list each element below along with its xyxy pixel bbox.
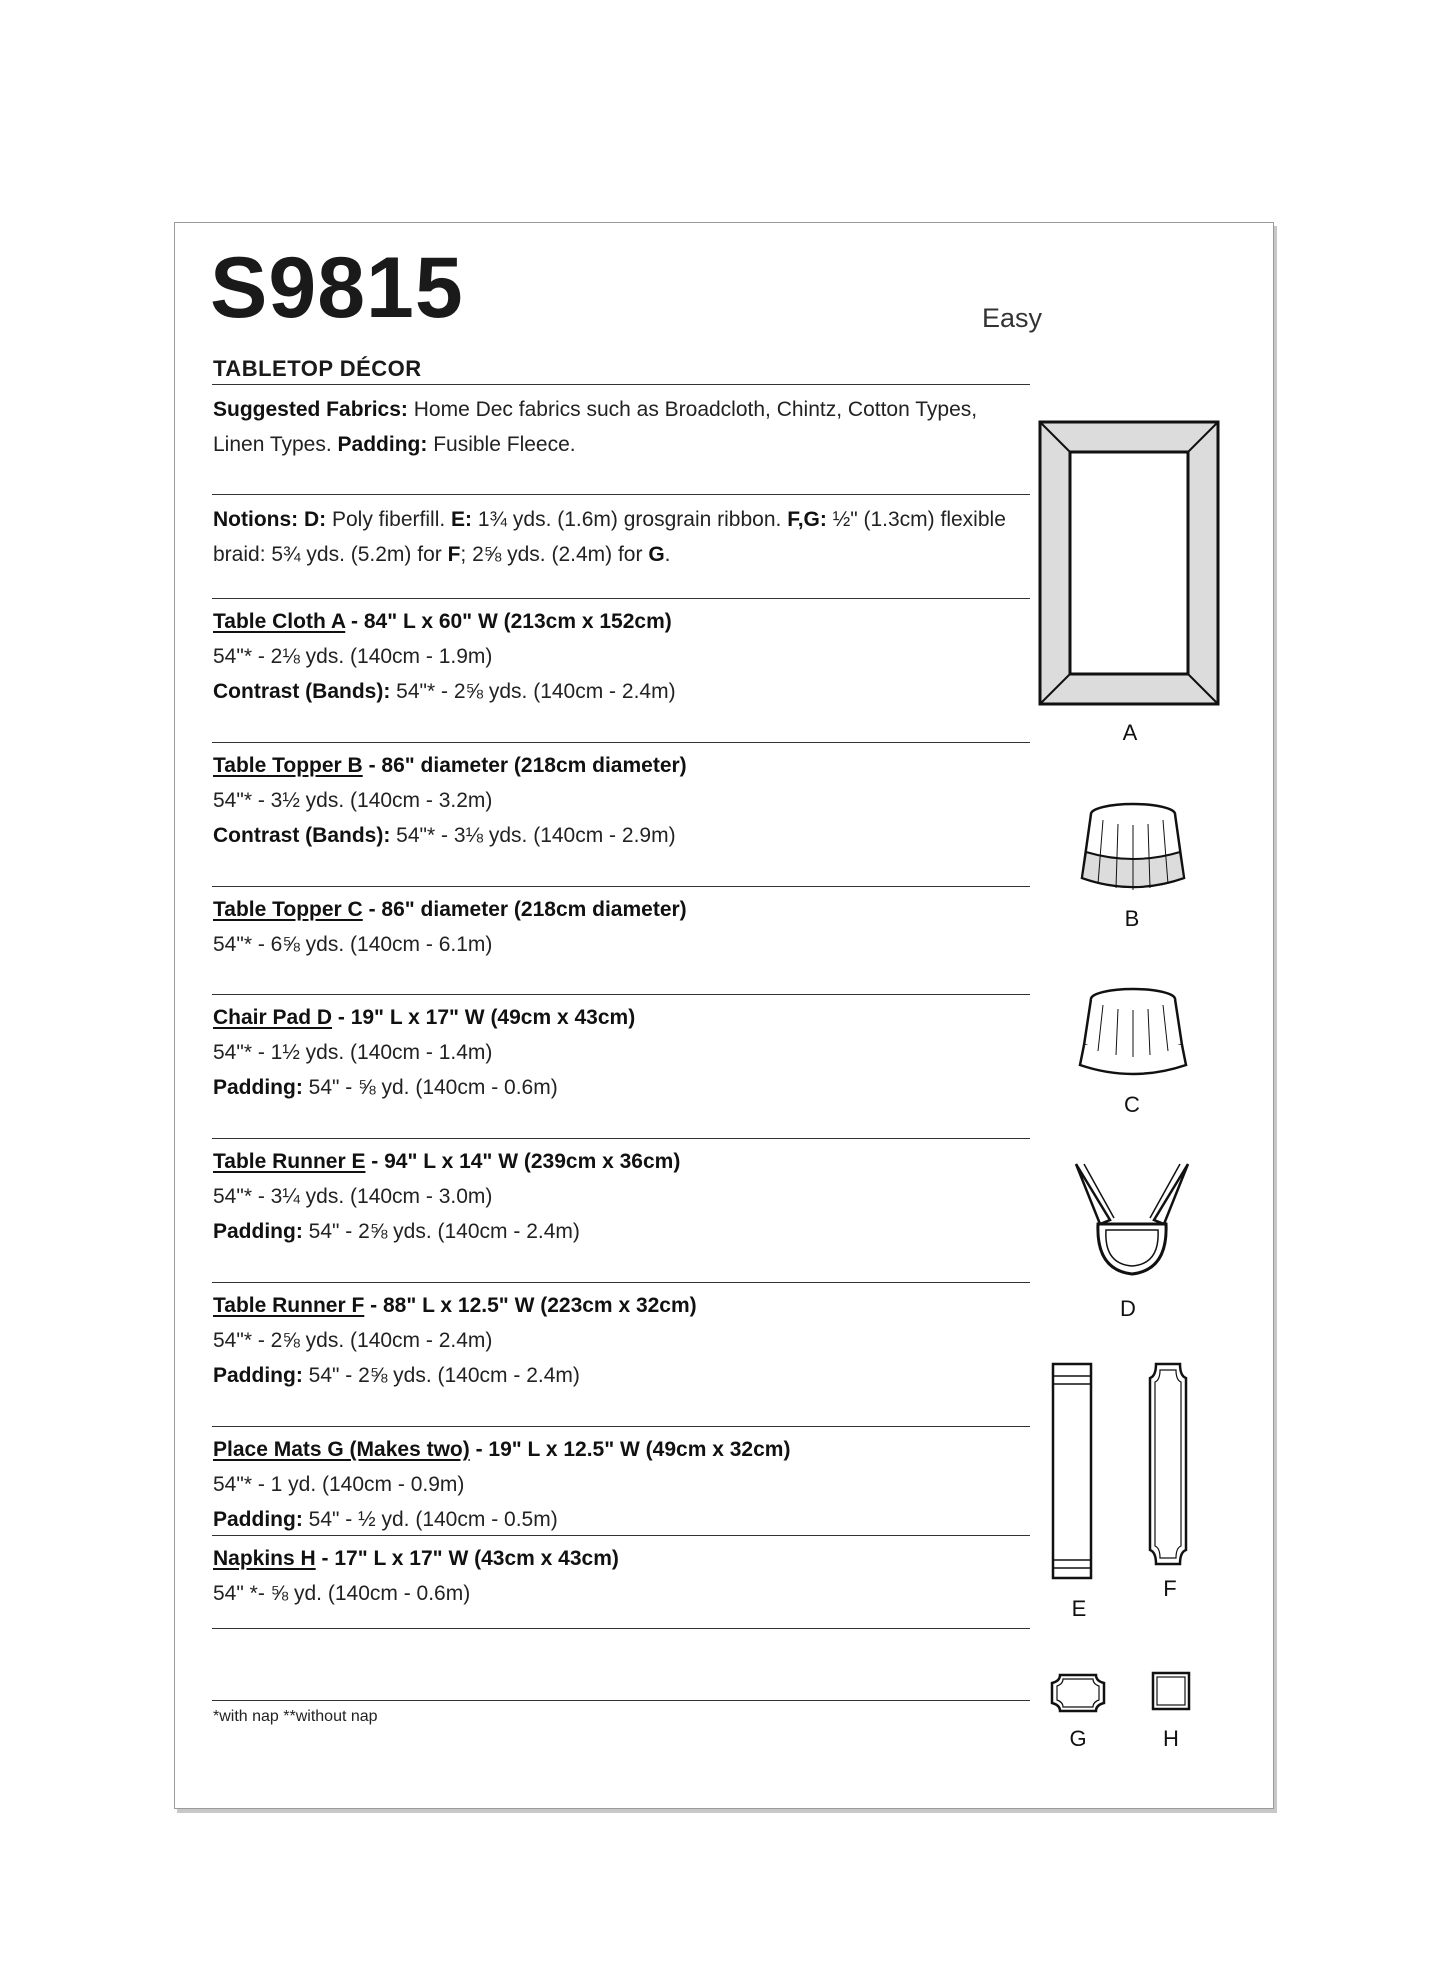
table-cloth-a-illustration bbox=[1038, 420, 1220, 706]
chair-pad-d-illustration bbox=[1070, 1160, 1194, 1285]
item-extra-yardage: Padding: 54" - 2⅝ yds. (140cm - 2.4m) bbox=[213, 1364, 580, 1387]
item-name: Table Topper C bbox=[213, 898, 363, 921]
item-dimensions: - 88" L x 12.5" W (223cm x 32cm) bbox=[364, 1294, 697, 1317]
notions: Notions: D: Poly fiberfill. E: 1¾ yds. (1.6m) grosgrain ribbon. F,G: ½" (1.3cm) flexible braid: 5¾ yds. (5.2m) for F; 2⅝ yds. (2.4m) for G. bbox=[213, 508, 1006, 566]
item-name: Table Runner E bbox=[213, 1150, 366, 1173]
item-extra-yardage: Padding: 54" - ⅝ yd. (140cm - 0.6m) bbox=[213, 1076, 558, 1099]
item-name: Table Cloth A bbox=[213, 610, 346, 633]
divider bbox=[212, 494, 1030, 495]
figure-label-d: D bbox=[1120, 1296, 1136, 1321]
yardage-item bbox=[213, 892, 1023, 962]
difficulty-level: Easy bbox=[982, 303, 1043, 333]
divider bbox=[212, 994, 1030, 995]
item-extra-yardage: Contrast (Bands): 54"* - 3⅛ yds. (140cm - 2.9m) bbox=[213, 824, 676, 847]
item-name: Table Topper B bbox=[213, 754, 363, 777]
divider bbox=[212, 598, 1030, 599]
figure-label-f: F bbox=[1163, 1576, 1177, 1601]
figure-label-g: G bbox=[1069, 1726, 1087, 1751]
item-yardage: 54"* - 1 yd. (140cm - 0.9m) bbox=[213, 1473, 465, 1496]
item-name: Napkins H bbox=[213, 1547, 316, 1570]
item-dimensions: - 86" diameter (218cm diameter) bbox=[362, 898, 687, 921]
yardage-item bbox=[213, 1144, 1023, 1249]
divider bbox=[212, 886, 1030, 887]
yardage-item bbox=[213, 748, 1023, 853]
yardage-item bbox=[213, 1288, 1023, 1393]
item-name: Table Runner F bbox=[213, 1294, 365, 1317]
pattern-title: TABLETOP DÉCOR bbox=[213, 356, 422, 381]
item-name: Chair Pad D bbox=[213, 1006, 333, 1029]
napkin-h-illustration bbox=[1150, 1670, 1192, 1712]
item-yardage: 54"* - 3½ yds. (140cm - 3.2m) bbox=[213, 789, 493, 812]
divider bbox=[212, 742, 1030, 743]
item-name: Place Mats G (Makes two) bbox=[213, 1438, 470, 1461]
item-dimensions: - 17" L x 17" W (43cm x 43cm) bbox=[315, 1547, 619, 1570]
figure-label-b: B bbox=[1124, 906, 1140, 931]
pattern-code: S9815 bbox=[210, 240, 464, 336]
divider bbox=[212, 1282, 1030, 1283]
place-mat-g-illustration bbox=[1048, 1672, 1108, 1714]
item-yardage: 54"* - 2⅝ yds. (140cm - 2.4m) bbox=[213, 1329, 493, 1352]
figure-label-e: E bbox=[1071, 1596, 1087, 1621]
item-extra-yardage: Padding: 54" - ½ yd. (140cm - 0.5m) bbox=[213, 1508, 558, 1531]
divider bbox=[212, 1535, 1030, 1536]
item-yardage: 54"* - 2⅛ yds. (140cm - 1.9m) bbox=[213, 645, 493, 668]
divider bbox=[212, 384, 1030, 385]
footnote: *with nap **without nap bbox=[213, 1708, 378, 1725]
figure-label-a: A bbox=[1122, 720, 1138, 745]
item-dimensions: - 84" L x 60" W (213cm x 152cm) bbox=[345, 610, 672, 633]
figure-label-c: C bbox=[1124, 1092, 1140, 1117]
item-dimensions: - 19" L x 12.5" W (49cm x 32cm) bbox=[469, 1438, 791, 1461]
item-extra-yardage: Padding: 54" - 2⅝ yds. (140cm - 2.4m) bbox=[213, 1220, 580, 1243]
item-dimensions: - 94" L x 14" W (239cm x 36cm) bbox=[365, 1150, 681, 1173]
item-yardage: 54"* - 6⅝ yds. (140cm - 6.1m) bbox=[213, 933, 493, 956]
divider bbox=[212, 1628, 1030, 1629]
yardage-item bbox=[213, 1432, 1023, 1537]
item-dimensions: - 86" diameter (218cm diameter) bbox=[362, 754, 687, 777]
divider bbox=[212, 1426, 1030, 1427]
divider bbox=[212, 1700, 1030, 1701]
item-dimensions: - 19" L x 17" W (49cm x 43cm) bbox=[332, 1006, 636, 1029]
table-runner-e-illustration bbox=[1047, 1360, 1097, 1582]
item-extra-yardage: Contrast (Bands): 54"* - 2⅝ yds. (140cm - 2.4m) bbox=[213, 680, 676, 703]
figure-label-h: H bbox=[1163, 1726, 1179, 1751]
item-yardage: 54"* - 1½ yds. (140cm - 1.4m) bbox=[213, 1041, 493, 1064]
table-topper-b-illustration bbox=[1078, 800, 1188, 895]
suggested-fabrics: Suggested Fabrics: Home Dec fabrics such as Broadcloth, Chintz, Cotton Types, Linen Types. Padding: Fusible Fleece. bbox=[213, 398, 978, 456]
yardage-item bbox=[213, 1000, 1023, 1105]
table-runner-f-illustration bbox=[1146, 1360, 1190, 1568]
item-yardage: 54" *- ⅝ yd. (140cm - 0.6m) bbox=[213, 1582, 471, 1605]
yardage-item bbox=[213, 1541, 1023, 1611]
table-topper-c-illustration bbox=[1078, 985, 1188, 1080]
yardage-item bbox=[213, 604, 1023, 709]
item-yardage: 54"* - 3¼ yds. (140cm - 3.0m) bbox=[213, 1185, 493, 1208]
divider bbox=[212, 1138, 1030, 1139]
